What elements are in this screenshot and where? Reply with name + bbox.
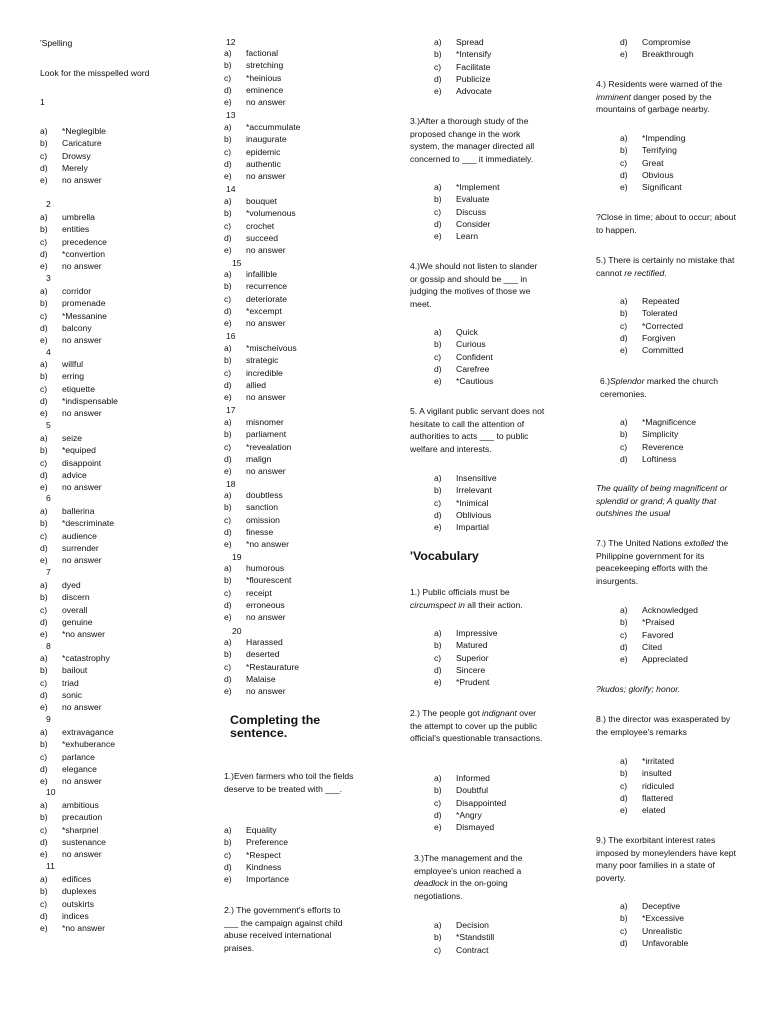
option-list [620, 36, 768, 61]
option-c: c) etiquette [40, 383, 95, 394]
question-text: 5.) There is certainly no mistake that cannot re rectified. [596, 255, 735, 278]
option-a: a) *Neglegible [40, 126, 106, 136]
option-d: d) Loftiness [620, 453, 677, 464]
option-a: a) Harassed [224, 637, 283, 647]
question-text: 8.) the director was exasperated by the employee's remarks [596, 714, 731, 737]
option-list [224, 195, 404, 256]
option-d: d) authentic [224, 158, 281, 169]
option-d: d) *indispensable [40, 395, 118, 406]
option-c: c) *Messanine [40, 310, 107, 321]
option-c: c) Facilitate [434, 61, 491, 72]
option-b: b) Matured [434, 640, 488, 651]
option-list [40, 211, 220, 272]
option-list [40, 505, 220, 566]
option-b: b) Evaluate [434, 194, 490, 205]
option-d: d) malign [224, 453, 272, 464]
option-e: e) Significant [620, 182, 682, 193]
item-number: 18 [226, 479, 236, 489]
option-c: c) precedence [40, 236, 107, 247]
option-c: c) Disappointed [434, 797, 507, 808]
option-e: e) *no answer [224, 539, 289, 550]
option-a: a) Equality [224, 825, 277, 835]
option-b: b) *Standstill [434, 932, 495, 943]
option-c: c) audience [40, 530, 97, 541]
definition-text: ?Close in time; about to occur; about to happen. [596, 212, 736, 235]
instruction-text: Look for the misspelled word [40, 68, 150, 78]
option-a: a) infallible [224, 269, 278, 279]
option-c: c) Drowsy [40, 150, 91, 161]
option-b: b) Caricature [40, 138, 102, 149]
item-number: 9 [46, 714, 51, 724]
option-a: a) *Implement [434, 182, 500, 192]
option-b: b) *volumenous [224, 208, 296, 219]
option-list [620, 900, 768, 949]
option-d: d) *convertion [40, 248, 105, 259]
option-c: c) *sharpnel [40, 824, 99, 835]
option-a: a) willful [40, 359, 84, 369]
option-d: d) indices [40, 910, 89, 921]
item-number: 6 [46, 493, 51, 503]
item-number: 3 [46, 273, 51, 283]
option-e: e) no answer [224, 171, 286, 182]
option-a: a) Informed [434, 773, 490, 783]
option-b: b) Irrelevant [434, 485, 492, 496]
option-b: b) Simplicity [620, 429, 679, 440]
option-e: e) Learn [434, 231, 478, 242]
option-d: d) Oblivious [434, 509, 492, 520]
option-list [40, 358, 220, 419]
option-e: e) Appreciated [620, 654, 688, 665]
option-b: b) insulted [620, 768, 672, 779]
option-b: b) recurrence [224, 281, 288, 292]
option-b: b) parliament [224, 429, 287, 440]
option-d: d) sustenance [40, 836, 106, 847]
option-e: e) Dismayed [434, 822, 495, 833]
option-c: c) *Restaurature [224, 661, 300, 672]
option-b: b) bailout [40, 665, 88, 676]
option-a: a) dyed [40, 580, 81, 590]
option-e: e) no answer [40, 408, 102, 419]
option-c: c) overall [40, 604, 88, 615]
option-d: d) flattered [620, 792, 674, 803]
option-c: c) receipt [224, 587, 272, 598]
question-text: 1.)Even farmers who toil the fields deserve to be treated with ___. [224, 771, 354, 794]
option-d: d) Sincere [434, 664, 486, 675]
option-list [224, 489, 404, 550]
question-text: 2.) The government's efforts to ___ the campaign against child abuse received international praises. [224, 905, 343, 953]
option-d: d) Forgiven [620, 332, 676, 343]
option-c: c) epidemic [224, 146, 281, 157]
option-c: c) *revealation [224, 441, 292, 452]
option-c: c) outskirts [40, 898, 94, 909]
option-c: c) *Respect [224, 849, 281, 860]
option-b: b) *Intensify [434, 49, 492, 60]
option-e: e) no answer [40, 702, 102, 713]
option-d: d) Carefree [434, 363, 490, 374]
option-e: e) no answer [224, 612, 286, 623]
option-e: e) *Prudent [434, 677, 490, 688]
option-a: a) edifices [40, 874, 92, 884]
option-a: a) Deceptive [620, 901, 681, 911]
option-b: b) stretching [224, 60, 284, 71]
item-number: 8 [46, 641, 51, 651]
question-text: 6.)Splendor marked the church ceremonies. [600, 376, 718, 399]
option-e: e) no answer [40, 849, 102, 860]
option-c: c) omission [224, 514, 280, 525]
option-c: c) parlance [40, 751, 95, 762]
question-text: 9.) The exorbitant interest rates imposed by moneylenders have kept many poor families in a state of poverty. [596, 835, 736, 883]
option-d: d) sonic [40, 689, 83, 700]
option-c: c) Superior [434, 652, 489, 663]
question-text: 3.)The management and the employee's union reached a deadlock in the on-going negotiations. [414, 853, 523, 901]
option-e: e) *Cautious [434, 376, 494, 387]
option-b: b) *equiped [40, 445, 96, 456]
option-d: d) surrender [40, 542, 99, 553]
option-list [224, 636, 404, 697]
option-d: d) Unfavorable [620, 937, 689, 948]
option-b: b) entities [40, 224, 90, 235]
option-e: e) no answer [224, 97, 286, 108]
option-b: b) discern [40, 592, 90, 603]
option-list [40, 125, 220, 186]
option-a: a) bouquet [224, 196, 278, 206]
question-text: 1.) Public officials must be circumspect in all their action. [410, 587, 523, 610]
item-number: 11 [46, 861, 55, 871]
option-b: b) erring [40, 371, 84, 382]
option-b: b) *exhuberance [40, 739, 116, 750]
option-e: e) no answer [224, 392, 286, 403]
option-b: b) duplexes [40, 886, 97, 897]
option-d: d) allied [224, 379, 267, 390]
option-b: b) sanction [224, 502, 279, 513]
option-b: b) Curious [434, 339, 486, 350]
option-c: c) Contract [434, 944, 489, 955]
item-number: 5 [46, 420, 51, 430]
question-text: 2.) The people got indignant over the attempt to cover up the public official's questionable transactions. [410, 708, 543, 743]
option-a: a) Insensitive [434, 473, 497, 483]
option-list [224, 47, 404, 108]
option-d: d) genuine [40, 616, 93, 627]
option-e: e) no answer [40, 776, 102, 787]
option-c: c) *Inimical [434, 497, 489, 508]
option-a: a) Decision [434, 920, 489, 930]
option-b: b) precaution [40, 812, 103, 823]
option-c: c) Great [620, 157, 664, 168]
option-list [434, 36, 614, 97]
item-number: 19 [232, 552, 242, 562]
option-list [224, 121, 404, 182]
option-b: b) Doubtful [434, 785, 489, 796]
item-number: 13 [226, 110, 236, 120]
option-a: a) Quick [434, 327, 478, 337]
section-title-completing: Completing the sentence. [230, 713, 321, 740]
option-b: b) *descriminate [40, 518, 115, 529]
item-number: 2 [46, 199, 51, 209]
item-number: 7 [46, 567, 51, 577]
option-a: a) ambitious [40, 800, 99, 810]
option-list [224, 416, 404, 477]
option-list [40, 285, 220, 346]
item-number: 12 [226, 37, 236, 47]
option-e: e) Impartial [434, 522, 489, 533]
option-b: b) Preference [224, 837, 289, 848]
option-a: a) Impressive [434, 628, 498, 638]
option-d: d) *excempt [224, 305, 282, 316]
option-e: e) no answer [40, 482, 102, 493]
option-c: c) *Corrected [620, 320, 684, 331]
option-e: e) Importance [224, 874, 289, 885]
option-c: c) ridiculed [620, 780, 675, 791]
option-list [434, 181, 614, 242]
option-b: b) inaugurate [224, 134, 287, 145]
question-text: 7.) The United Nations extolled the Philippine government for its peacekeeping efforts with the insurgents. [596, 538, 729, 586]
option-list [620, 755, 768, 816]
option-a: a) *accummulate [224, 122, 301, 132]
option-list [40, 799, 220, 860]
option-a: a) *Magnificence [620, 417, 696, 427]
option-a: a) factional [224, 48, 279, 58]
option-c: c) deteriorate [224, 293, 288, 304]
option-a: a) doubtless [224, 490, 283, 500]
option-c: c) triad [40, 677, 79, 688]
option-e: e) *no answer [40, 629, 105, 640]
option-list [434, 919, 614, 956]
option-d: d) Malaise [224, 673, 276, 684]
option-a: a) *Impending [620, 133, 686, 143]
option-b: b) *Praised [620, 617, 675, 628]
option-e: e) Advocate [434, 86, 492, 97]
option-e: e) no answer [224, 686, 286, 697]
option-a: a) Acknowledged [620, 605, 698, 615]
option-a: a) seize [40, 433, 83, 443]
option-e: e) no answer [40, 261, 102, 272]
option-b: b) promenade [40, 298, 106, 309]
option-list [40, 579, 220, 640]
option-c: c) Reverence [620, 441, 684, 452]
option-c: c) *heinious [224, 72, 282, 83]
option-d: d) Kindness [224, 861, 282, 872]
option-list [434, 772, 614, 833]
option-list [620, 295, 768, 356]
option-b: b) strategic [224, 355, 279, 366]
definition-text: ?kudos; glorify; honor. [596, 684, 681, 694]
option-d: d) Merely [40, 162, 88, 173]
option-list [620, 416, 768, 465]
option-a: a) Spread [434, 37, 484, 47]
definition-text: The quality of being magnificent or splendid or grand; A quality that outshines the usual [596, 483, 728, 518]
option-e: e) no answer [224, 318, 286, 329]
option-c: c) Unrealistic [620, 925, 683, 936]
option-d: d) Publicize [434, 73, 491, 84]
question-text: 5. A vigilant public servant does not hesitate to call the attention of authorities to acts ___ to public welfare and interests. [410, 406, 545, 454]
item-number: 14 [226, 184, 236, 194]
option-list [224, 824, 404, 885]
option-d: d) finesse [224, 526, 274, 537]
option-d: d) Consider [434, 218, 491, 229]
option-d: d) Cited [620, 641, 663, 652]
option-d: d) advice [40, 469, 87, 480]
section-title-spelling: 'Spelling [40, 38, 73, 48]
option-b: b) *Excessive [620, 913, 685, 924]
option-c: c) crochet [224, 220, 275, 231]
option-a: a) extravagance [40, 727, 114, 737]
option-e: e) no answer [224, 245, 286, 256]
option-c: c) disappoint [40, 457, 102, 468]
option-b: b) Terrifying [620, 145, 677, 156]
option-c: c) Discuss [434, 206, 487, 217]
option-list [434, 627, 614, 688]
option-e: e) no answer [40, 555, 102, 566]
option-list [224, 562, 404, 623]
option-list [40, 873, 220, 934]
option-e: e) Breakthrough [620, 49, 694, 60]
option-e: e) no answer [40, 335, 102, 346]
option-a: a) corridor [40, 286, 92, 296]
option-d: d) balcony [40, 322, 92, 333]
option-c: c) incredible [224, 367, 283, 378]
option-a: a) *irritated [620, 756, 674, 766]
option-list [224, 342, 404, 403]
option-b: b) Tolerated [620, 308, 678, 319]
option-e: e) no answer [224, 466, 286, 477]
option-d: d) succeed [224, 232, 279, 243]
option-list [620, 604, 768, 665]
option-list [40, 652, 220, 713]
option-d: d) Obvious [620, 169, 674, 180]
option-e: e) *no answer [40, 923, 105, 934]
option-e: e) elated [620, 805, 666, 816]
option-list [620, 132, 768, 193]
option-c: c) Favored [620, 629, 674, 640]
option-list [40, 726, 220, 787]
option-a: a) humorous [224, 563, 285, 573]
option-d: d) eminence [224, 84, 284, 95]
option-e: e) Committed [620, 345, 684, 356]
option-a: a) *mischeivous [224, 343, 297, 353]
option-list [224, 268, 404, 329]
option-e: e) no answer [40, 175, 102, 186]
item-number: 16 [226, 331, 236, 341]
option-a: a) ballerina [40, 506, 95, 516]
option-c: c) Confident [434, 351, 493, 362]
item-number: 17 [226, 405, 236, 415]
question-text: 4.) Residents were warned of the imminent danger posed by the mountains of garbage nearby. [596, 79, 723, 114]
option-a: a) Repeated [620, 296, 680, 306]
option-list [40, 432, 220, 493]
option-list [434, 326, 614, 387]
option-a: a) misnomer [224, 417, 284, 427]
item-number: 20 [232, 626, 242, 636]
option-a: a) umbrella [40, 212, 95, 222]
option-d: d) *Angry [434, 809, 482, 820]
option-a: a) *catastrophy [40, 653, 110, 663]
option-d: d) Compromise [620, 37, 691, 47]
option-list [434, 472, 614, 533]
item-number: 4 [46, 347, 51, 357]
question-text: 3.)After a thorough study of the proposed change in the work system, the manager directed all concerned to ___ it immediately. [410, 116, 535, 164]
item-number: 10 [46, 787, 56, 797]
option-d: d) erroneous [224, 599, 285, 610]
section-title-vocabulary: 'Vocabulary [410, 549, 479, 563]
item-number: 1 [40, 97, 45, 107]
option-d: d) elegance [40, 763, 97, 774]
option-b: b) deserted [224, 649, 280, 660]
option-b: b) *flourescent [224, 575, 292, 586]
item-number: 15 [232, 258, 242, 268]
question-text: 4.)We should not listen to slander or gossip and should be ___ in judging the motives of those we meet. [410, 261, 538, 309]
